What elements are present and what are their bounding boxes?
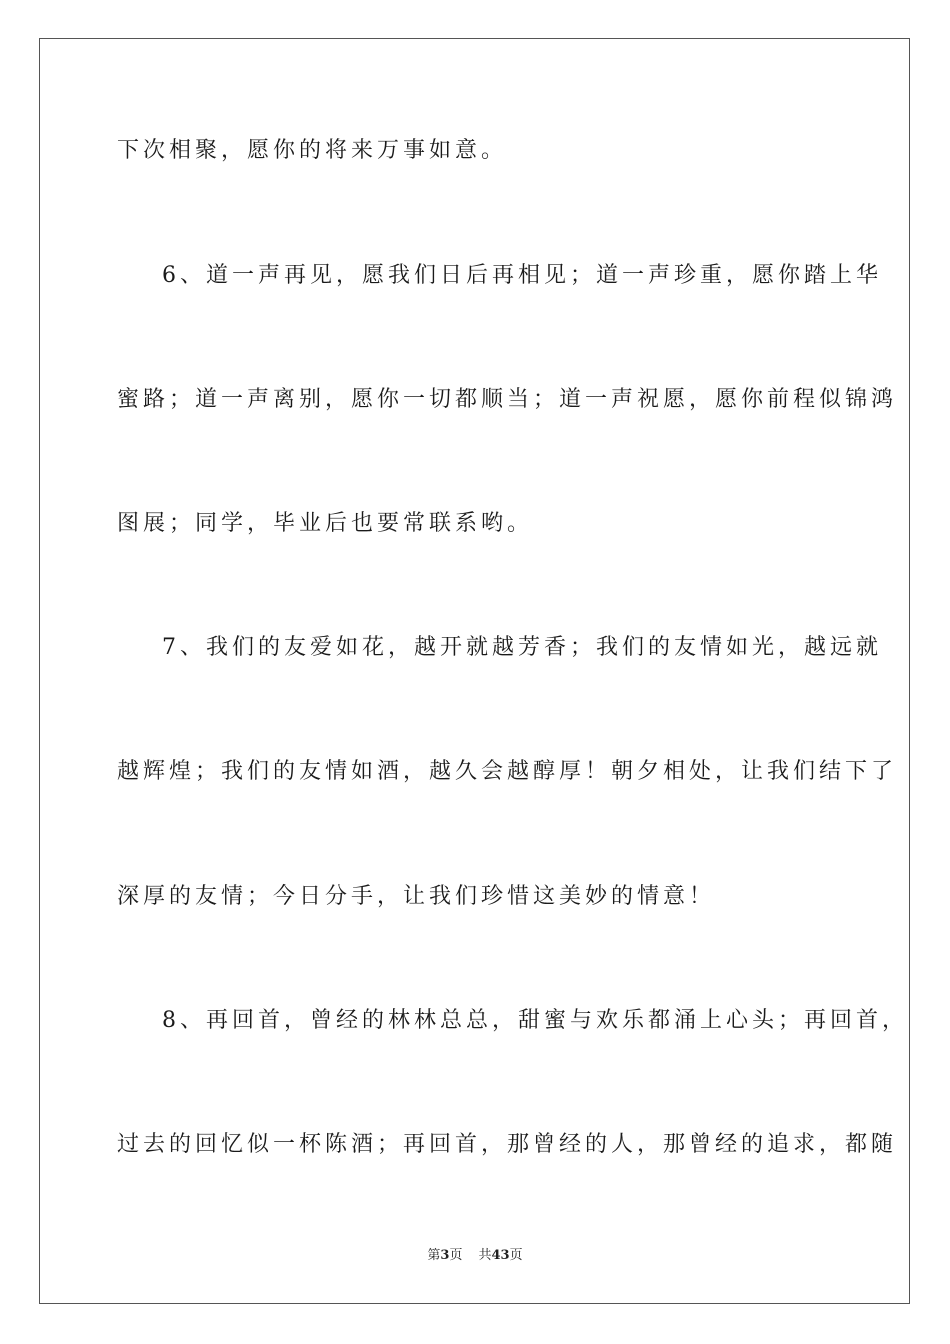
body-text-line-8: 8、再回首，曾经的林林总总，甜蜜与欢乐都涌上心头；再回首， — [162, 1008, 908, 1033]
body-text-line-6: 越辉煌；我们的友情如酒，越久会越醇厚！朝夕相处，让我们结下了 — [117, 759, 898, 784]
page-footer — [0, 1247, 950, 1265]
body-text-line-7: 深厚的友情；今日分手，让我们珍惜这美妙的情意！ — [117, 884, 716, 909]
body-text-line-1: 下次相聚，愿你的将来万事如意。 — [117, 138, 508, 163]
body-text-line-3: 蜜路；道一声离别，愿你一切都顺当；道一声祝愿，愿你前程似锦鸿 — [117, 387, 898, 412]
body-text-line-9: 过去的回忆似一杯陈酒；再回首，那曾经的人，那曾经的追求，都随 — [117, 1132, 898, 1157]
page-border — [39, 38, 910, 1304]
page-prefix: 第 — [427, 1248, 441, 1263]
total-prefix: 共 — [478, 1248, 492, 1263]
page-number: 3 — [440, 1248, 450, 1263]
body-text-line-4: 图展；同学，毕业后也要常联系哟。 — [117, 511, 534, 536]
body-text-line-5: 7、我们的友爱如花，越开就越芳香；我们的友情如光，越远就 — [162, 635, 882, 660]
page-suffix: 页 — [449, 1248, 463, 1263]
total-pages: 43 — [491, 1248, 510, 1263]
body-text-line-2: 6、道一声再见，愿我们日后再相见；道一声珍重，愿你踏上华 — [162, 263, 882, 288]
total-suffix: 页 — [509, 1248, 523, 1263]
